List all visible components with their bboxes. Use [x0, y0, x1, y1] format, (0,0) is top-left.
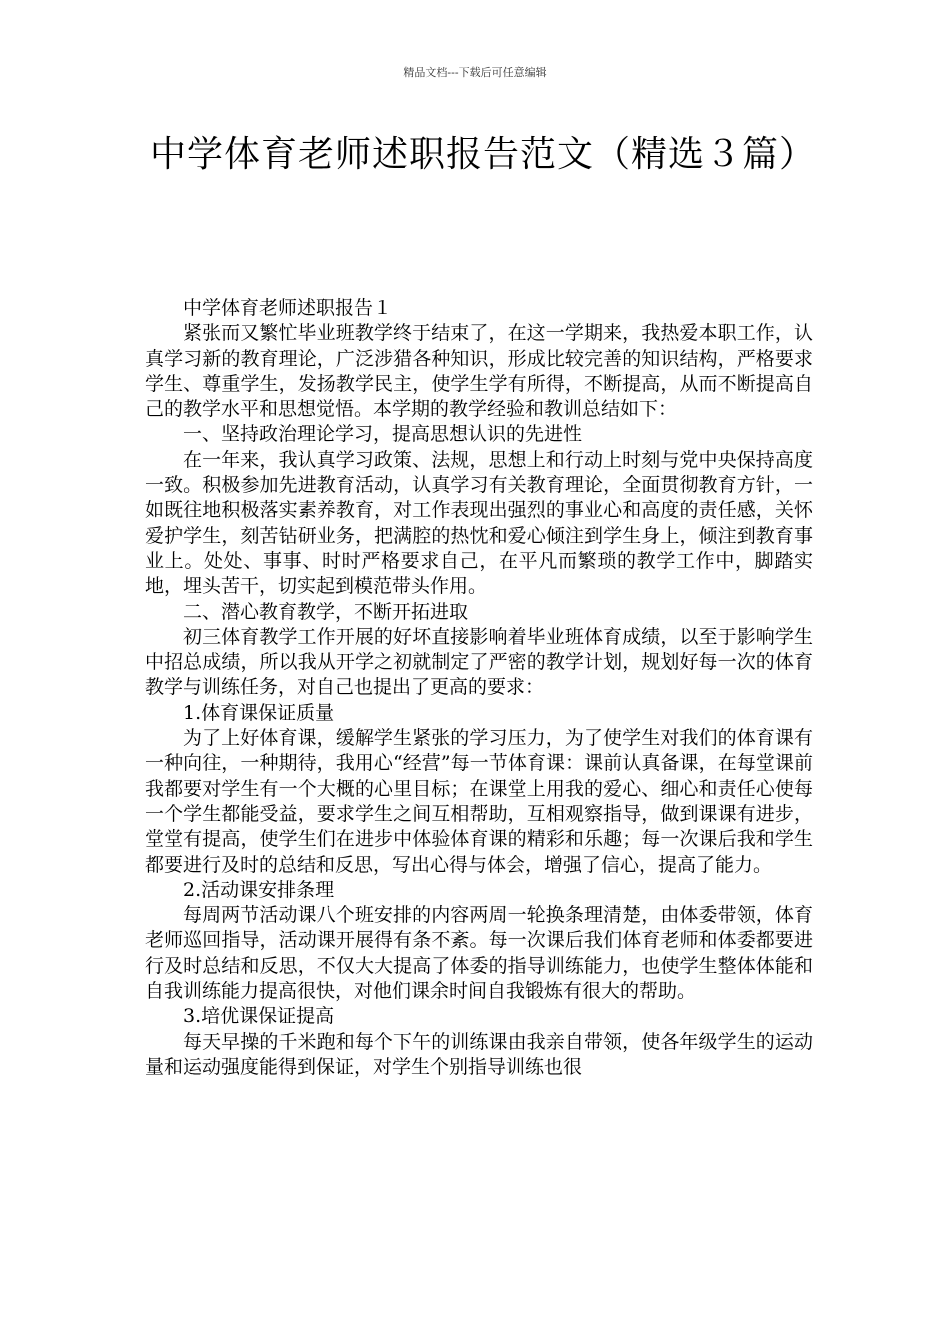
body-paragraph: 每周两节活动课八个班安排的内容两周一轮换条理清楚，由体委带领，体育老师巡回指导，活动课开展得有条不紊。每一次课后我们体育老师和体委都要进行及时总结和反思，不仅大大提高了体委的指导训练能力，也使学生整体体能和自我训练能力提高很快，对他们课余时间自我锻炼有很大的帮助。: [145, 904, 813, 1003]
document-body: [145, 296, 813, 1080]
header-note: 精品文档---下载后可任意编辑: [403, 66, 547, 79]
body-paragraph: 在一年来，我认真学习政策、法规，思想上和行动上时刻与党中央保持高度一致。积极参加先进教育活动，认真学习有关教育理论，全面贯彻教育方针，一如既往地积极落实素养教育，对工作表现出强烈的事业心和高度的责任感，关怀爱护学生，刻苦钻研业务，把满腔的热忱和爱心倾注到学生身上，倾注到教育事业上。处处、事事、时时严格要求自己，在平凡而繁琐的教学工作中，脚踏实地，埋头苦干，切实起到模范带头作用。: [145, 448, 813, 598]
section-heading: 2.活动课安排条理: [183, 878, 335, 901]
report-subtitle: 中学体育老师述职报告１: [183, 297, 393, 319]
section-heading: 3.培优课保证提高: [183, 1005, 335, 1028]
body-paragraph: 初三体育教学工作开展的好坏直接影响着毕业班体育成绩，以至于影响学生中招总成绩，所以我从开学之初就制定了严密的教学计划，规划好每一次的体育教学与训练任务，对自己也提出了更高的要求：: [145, 625, 813, 699]
body-paragraph: 每天早操的千米跑和每个下午的训练课由我亲自带领，使各年级学生的运动量和运动强度能得到保证，对学生个别指导训练也很: [145, 1030, 813, 1078]
section-heading: 一、坚持政治理论学习，提高思想认识的先进性: [183, 423, 583, 446]
body-paragraph: 为了上好体育课，缓解学生紧张的学习压力，为了使学生对我们的体育课有一种向往，一种期待，我用心“经营”每一节体育课：课前认真备课，在每堂课前我都要对学生有一个大概的心里目标；在课堂上用我的爱心、细心和责任心使每一个学生都能受益，要求学生之间互相帮助，互相观察指导，做到课课有进步，堂堂有提高，使学生们在进步中体验体育课的精彩和乐趣；每一次课后我和学生都要进行及时的总结和反思，写出心得与体会，增强了信心，提高了能力。: [145, 727, 813, 876]
section-heading: 二、潜心教育教学，不断开拓进取: [183, 600, 469, 623]
section-heading: 1.体育课保证质量: [183, 701, 335, 724]
document-title: 中学体育老师述职报告范文（精选３篇）: [150, 134, 817, 175]
body-paragraph: 紧张而又繁忙毕业班教学终于结束了，在这一学期来，我热爱本职工作，认真学习新的教育理论，广泛涉猎各种知识，形成比较完善的知识结构，严格要求学生、尊重学生，发扬教学民主，使学生学有所得，不断提高，从而不断提高自己的教学水平和思想觉悟。本学期的教学经验和教训总结如下：: [145, 322, 813, 421]
